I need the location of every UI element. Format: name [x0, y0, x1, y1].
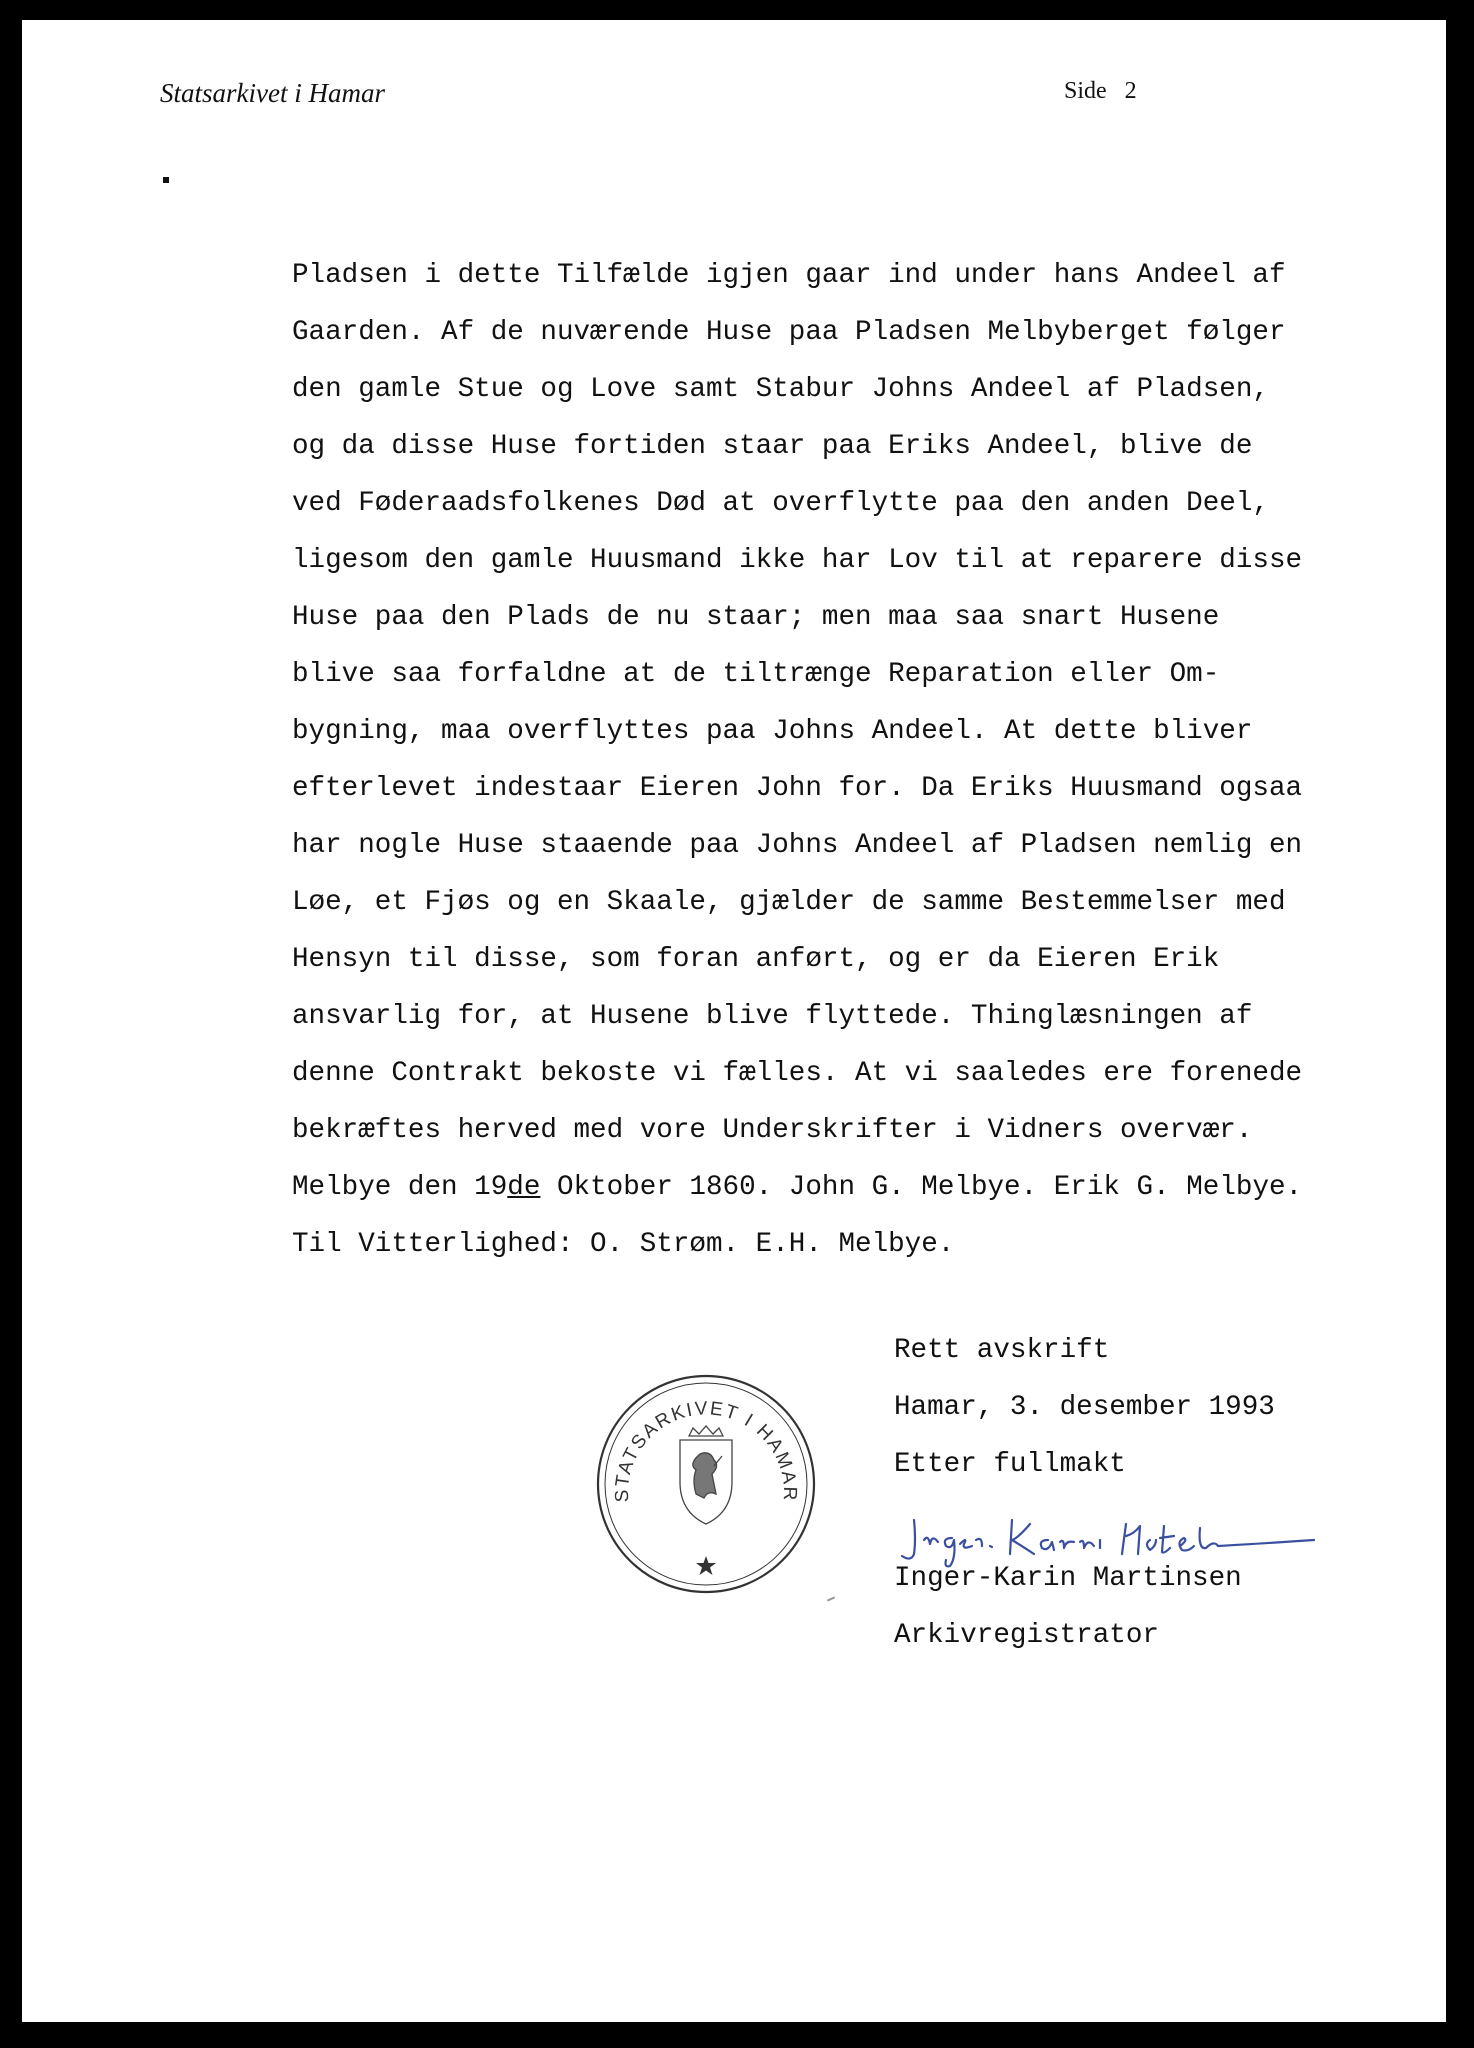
date-line-rest: Oktober 1860. John G. Melbye. Erik G. Melbye. — [540, 1172, 1303, 1203]
body-line: blive saa forfaldne at de tiltrænge Reparation eller Om- — [292, 659, 1220, 690]
body-line: bekræftes herved med vore Underskrifter i Vidners overvær. — [292, 1115, 1253, 1146]
certification-authority: Etter fullmakt — [894, 1449, 1126, 1480]
body-line: denne Contrakt bekoste vi fælles. At vi saaledes ere forenede — [292, 1058, 1303, 1089]
transcription-body — [292, 247, 1392, 1273]
date-line-suffix: de — [507, 1172, 541, 1203]
body-line: Hensyn til disse, som foran anført, og er da Eieren Erik — [292, 944, 1220, 975]
star-icon — [696, 1556, 716, 1575]
signatory-name: Inger-Karin Martinsen — [894, 1563, 1242, 1594]
date-line — [292, 1159, 1392, 1216]
body-line: Løe, et Fjøs og en Skaale, gjælder de samme Bestemmelser med — [292, 887, 1286, 918]
signatory-role: Arkivregistrator — [894, 1620, 1159, 1651]
margin-dot — [163, 177, 169, 183]
certification-place-date: Hamar, 3. desember 1993 — [894, 1392, 1275, 1423]
body-line: ved Føderaadsfolkenes Død at overflytte paa den anden Deel, — [292, 488, 1269, 519]
paper-speck — [827, 1596, 835, 1601]
body-line: ligesom den gamle Huusmand ikke har Lov til at reparere disse — [292, 545, 1303, 576]
page-indicator — [1064, 78, 1137, 105]
body-line: efterlevet indestaar Eieren John for. Da Eriks Huusmand ogsaa — [292, 773, 1303, 804]
norwegian-coat-of-arms-icon — [680, 1426, 732, 1524]
body-line: den gamle Stue og Love samt Stabur Johns Andeel af Pladsen, — [292, 374, 1269, 405]
document-page — [22, 20, 1446, 2022]
page-number: 2 — [1124, 78, 1137, 104]
archive-name: Statsarkivet i Hamar — [160, 78, 385, 108]
body-line: bygning, maa overflyttes paa Johns Andeel. At dette bliver — [292, 716, 1253, 747]
body-line: Pladsen i dette Tilfælde igjen gaar ind under hans Andeel af — [292, 260, 1286, 291]
body-line: Huse paa den Plads de nu staar; men maa saa snart Husene — [292, 602, 1220, 633]
body-line: har nogle Huse staaende paa Johns Andeel af Pladsen nemlig en — [292, 830, 1303, 861]
body-line: og da disse Huse fortiden staar paa Eriks Andeel, blive de — [292, 431, 1253, 462]
date-line-start: Melbye den 19 — [292, 1172, 508, 1203]
certification-block — [894, 1322, 1275, 1664]
seal-text: STATSARKIVET I HAMAR — [611, 1398, 801, 1503]
page-label: Side — [1064, 78, 1107, 104]
witness-line: Til Vitterlighed: O. Strøm. E.H. Melbye. — [292, 1229, 955, 1260]
body-line: ansvarlig for, at Husene blive flyttede. Thinglæsningen af — [292, 1001, 1253, 1032]
handwritten-signature — [894, 1510, 1334, 1570]
certification-title: Rett avskrift — [894, 1335, 1110, 1366]
archive-seal-stamp — [592, 1370, 820, 1598]
body-line: Gaarden. Af de nuværende Huse paa Pladsen Melbyberget følger — [292, 317, 1286, 348]
